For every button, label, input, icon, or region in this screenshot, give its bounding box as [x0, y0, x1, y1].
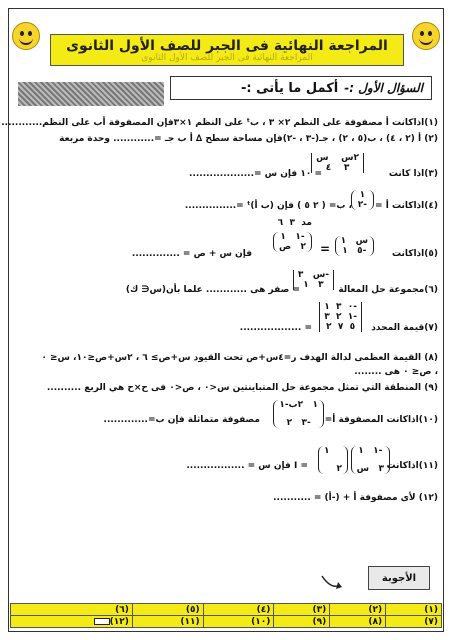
- item-5-text: فإن س + ص = ..............: [131, 249, 252, 259]
- title-echo: المراجعة النهائية فى الجبر للصف الأول الثانوى: [141, 52, 313, 63]
- item-3-label: (٣)اذا كانت: [388, 169, 438, 179]
- item-6-determinant: س ٣- ٣ ١: [293, 270, 334, 290]
- item-3-determinant: ٢س س ٣ ٤: [311, 153, 364, 173]
- question1-heading: [170, 76, 432, 100]
- item-5-matrix-a: س ١ ٥ ١-: [335, 236, 374, 256]
- heading-shade: [18, 82, 164, 106]
- item-5-matrix-b: ١ ١- ٢ ص: [273, 232, 312, 252]
- item-10-label: (١٠)اذاكانت المصفوفة أ=: [324, 415, 438, 425]
- item-5-label: (٥)اذاكانت: [391, 249, 438, 259]
- item-4-label: (٤)اذاكانت أ =: [375, 201, 438, 211]
- answer-cell[interactable]: (١٠): [203, 616, 274, 628]
- answer-cell[interactable]: (٢): [330, 604, 386, 616]
- item-7-label: (٧)قيمة المحدد: [371, 323, 438, 333]
- item-9: (٩) المنطقة التي تمثل مجموعة حل المتباينتين س<٠ ، ص<٠ فى ح×ح هي الربع ..........: [46, 383, 438, 393]
- item-1: (١)اذاكانت أ مصفوفة على النظم ٢× ٣ ، بᵗ على النظم ١×٣فإن المصفوفة أب على النظم............: [1, 118, 438, 128]
- equals-sign: =: [319, 242, 330, 256]
- item-7-text: = ..................: [239, 323, 312, 333]
- answer-cell[interactable]: (٥): [132, 604, 203, 616]
- item-5-matrix-c: مد ٣ ٦: [277, 218, 312, 228]
- item-6-text: = صفر هى ............ علما بأن(س∈ ك): [125, 285, 300, 295]
- answer-cell[interactable]: (٩): [274, 616, 330, 628]
- answer-row: [11, 604, 442, 616]
- item-6-label: (٦)مجموعة حل المعالة: [338, 285, 438, 295]
- answer-cell[interactable]: (٣): [274, 604, 330, 616]
- page-title: المراجعة النهائية فى الجبر للصف الأول الثانوى: [66, 37, 388, 54]
- item-4-text: ، ب= ( ٢ ٥ ) فإن (ب أ)ᵗ =...............: [184, 201, 352, 211]
- title-banner: [50, 34, 404, 66]
- item-11-text: = I فإن س = .................: [186, 461, 308, 471]
- answers-button[interactable]: الأجوبة: [368, 566, 430, 590]
- item-2: (٢) أ (٢ ، ٤) ، ب(٥ ، ٢) ، جـ(-٣ ، -٢)فإن مساحة سطح ∆ أ ب جـ =............ وحدة مربعة: [59, 134, 438, 144]
- item-11-matrix-a: ١ ١- ٣ س: [351, 446, 390, 474]
- arrow-right-icon: [320, 572, 342, 592]
- blank-box-icon: [94, 618, 110, 625]
- item-10-matrix: ١ ٢ب-١ ٣ ٢-: [273, 400, 324, 428]
- item-4-matrix: ١ ٢-: [351, 190, 374, 210]
- item-3-text: = ١٠ فإن س =...................: [189, 169, 322, 179]
- answer-cell[interactable]: (٦): [11, 604, 133, 616]
- answer-cell[interactable]: (٧): [386, 616, 442, 628]
- item-8: (٨) القيمة العظمى لدالة الهدف ر=٤س+ص تحت القيود س+ص≥ ٦ ، ٢س+ص≤١٠، س≤ ٠: [41, 353, 438, 363]
- item-7-determinant: ٠ ٣ ١- ١ ٢ ٣- ٥ ٧ ٢: [319, 302, 362, 332]
- answer-cell[interactable]: (١٢): [11, 616, 133, 628]
- answer-cell[interactable]: (٤): [203, 604, 274, 616]
- item-11-label: (١١)اذاكانت: [386, 461, 438, 471]
- item-11-matrix-b: ١ ٢: [318, 446, 348, 474]
- answer-row: [11, 616, 442, 628]
- answer-table: [10, 603, 442, 628]
- item-10-text: مصفوفة متماثلة فإن ب=.............: [103, 415, 260, 425]
- answer-cell[interactable]: (١١): [132, 616, 203, 628]
- smiley-right-icon: [412, 22, 440, 50]
- item-12: (١٢) لأى مصفوفة أ + (-أ) = ...........: [273, 493, 438, 503]
- smiley-left-icon: [12, 22, 40, 50]
- item-8-cont: ، ص≤ ٠ هى ........: [354, 367, 438, 377]
- question1-instruction: أكمل ما يأتى :-: [240, 80, 339, 96]
- question1-prefix: السؤال الأول :-: [344, 81, 423, 95]
- answer-cell[interactable]: (٨): [330, 616, 386, 628]
- answer-cell[interactable]: (١): [386, 604, 442, 616]
